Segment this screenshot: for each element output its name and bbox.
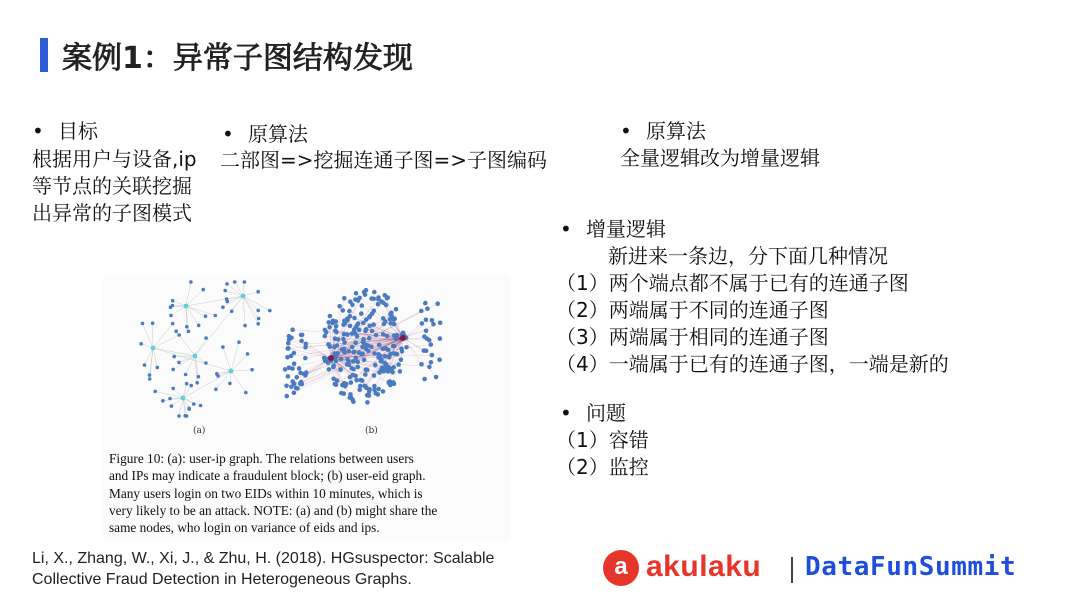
graph-node: [376, 295, 381, 300]
graph-node: [352, 327, 357, 332]
graph-edge: [186, 282, 191, 306]
user-eid-graph: [283, 288, 443, 405]
incremental-item-2: （2）两端属于不同的连通子图: [556, 298, 829, 322]
graph-node: [334, 330, 339, 335]
problems-item-2: （2）监控: [556, 455, 649, 479]
graph-node: [331, 377, 336, 382]
graph-node: [424, 329, 429, 334]
graph-node: [438, 321, 443, 326]
graph-node: [362, 290, 367, 295]
graph-node: [347, 309, 352, 314]
graph-node: [233, 280, 237, 284]
graph-node: [391, 344, 396, 349]
figure-caption: [109, 450, 504, 536]
graph-node: [256, 290, 260, 294]
graph-node: [225, 297, 229, 301]
graph-node: [303, 356, 308, 361]
graph-node: [177, 361, 181, 365]
graph-edge: [231, 371, 246, 393]
graph-node: [371, 322, 376, 327]
graph-node: [376, 352, 381, 357]
graph-node: [298, 371, 303, 376]
graph-node: [367, 324, 372, 329]
graph-node: [215, 372, 219, 376]
graph-node: [438, 336, 443, 341]
logo-divider: [791, 557, 793, 583]
graph-edge: [195, 338, 206, 356]
graph-edge: [153, 335, 179, 348]
graph-node: [353, 297, 358, 302]
graph-node: [328, 314, 333, 319]
goal-line-1: 根据用户与设备,ip: [32, 147, 197, 171]
graph-node: [332, 345, 337, 350]
graph-edge: [289, 340, 331, 358]
graph-node: [171, 368, 175, 372]
graph-node: [300, 333, 305, 338]
graph-node: [327, 325, 332, 330]
graph-edge: [186, 306, 205, 316]
goal-line-3: 出异常的子图模式: [32, 201, 192, 225]
graph-edge: [153, 348, 157, 367]
graph-node: [221, 305, 225, 309]
algo-line-1: 二部图=>挖掘连通子图=>子图编码: [220, 148, 548, 172]
graph-node: [148, 373, 152, 377]
akulaku-logo-mark: a: [614, 553, 628, 580]
graph-node: [424, 318, 429, 323]
graph-node: [214, 314, 218, 318]
graph-node: [197, 324, 201, 328]
graph-node: [398, 369, 403, 374]
graph-edge: [171, 306, 186, 315]
reference-citation: [32, 548, 494, 590]
graph-node: [223, 289, 227, 293]
graph-node: [174, 329, 178, 333]
graph-node: [362, 341, 367, 346]
graph-node: [376, 392, 381, 397]
graph-node: [348, 395, 353, 400]
graph-node: [189, 384, 193, 388]
graph-node: [399, 358, 404, 363]
graph-edge: [195, 296, 243, 356]
algo2-heading: • 原算法: [620, 118, 706, 145]
graph-node: [420, 321, 425, 326]
graph-node: [285, 394, 290, 399]
reference-line-1: Li, X., Zhang, W., Xi, J., & Zhu, H. (2018). HGsuspector: Scalable: [32, 550, 495, 567]
graph-node: [356, 321, 361, 326]
graph-node: [292, 390, 297, 395]
graph-node: [156, 366, 160, 370]
graph-node: [400, 349, 405, 354]
graph-node: [169, 305, 173, 309]
graph-node: [363, 384, 368, 389]
caption-line-5: same nodes, who login on variance of eids and ips.: [109, 520, 380, 536]
graph-node: [435, 301, 440, 306]
incremental-intro: 新进来一条边，分下面几种情况: [608, 244, 888, 268]
graph-node: [338, 367, 343, 372]
graph-edge: [153, 348, 231, 371]
graph-node: [372, 373, 377, 378]
user-ip-graph: [139, 280, 271, 418]
graph-node: [195, 381, 199, 385]
graph-node: [388, 312, 393, 317]
graph-node: [367, 387, 372, 392]
graph-node: [214, 388, 218, 392]
caption-line-1: Figure 10: (a): user-ip graph. The relations between users: [109, 451, 414, 466]
graph-node: [151, 321, 155, 325]
graph-node: [323, 328, 328, 333]
graph-node: [348, 324, 353, 329]
graph-node: [168, 397, 172, 401]
graph-node: [331, 365, 336, 370]
graph-node: [292, 351, 297, 356]
graph-node: [199, 404, 203, 408]
graph-edge: [183, 398, 201, 405]
graph-edge: [153, 324, 173, 348]
graph-node: [392, 316, 397, 321]
graph-node: [385, 296, 390, 301]
graph-node: [172, 355, 176, 359]
graph-hub-node: [184, 304, 189, 309]
datafun-summit-logo: DataFunSummit: [805, 552, 1017, 582]
graph-node: [351, 359, 356, 364]
graph-node: [354, 378, 359, 383]
graph-node: [299, 380, 304, 385]
graph-edge: [243, 296, 259, 319]
graph-node: [201, 288, 205, 292]
graph-illustration: [103, 276, 510, 426]
graph-node: [243, 280, 247, 284]
graph-edge: [231, 370, 252, 371]
graph-node: [250, 368, 254, 372]
incremental-item-1: （1）两个端点都不属于已有的连通子图: [556, 271, 909, 295]
graph-node: [169, 314, 173, 318]
graph-node: [381, 301, 386, 306]
graph-node: [243, 324, 247, 328]
graph-node: [381, 389, 386, 394]
graph-node: [221, 345, 225, 349]
graph-edge: [186, 306, 215, 316]
graph-edge: [179, 398, 183, 416]
graph-node: [342, 340, 347, 345]
graph-node: [334, 359, 339, 364]
graph-node: [427, 365, 432, 370]
graph-node: [287, 365, 292, 370]
graph-node: [381, 347, 386, 352]
graph-node: [372, 290, 377, 295]
graph-node: [353, 374, 358, 379]
graph-node: [422, 377, 427, 382]
graph-node: [368, 314, 373, 319]
graph-hub-node: [181, 396, 186, 401]
graph-node: [429, 342, 434, 347]
graph-node: [141, 322, 145, 326]
graph-node: [171, 299, 175, 303]
graph-node: [354, 291, 359, 296]
graph-node: [394, 352, 399, 357]
graph-node: [364, 327, 369, 332]
graph-node: [294, 386, 299, 391]
graph-node: [330, 321, 335, 326]
graph-node: [355, 360, 360, 365]
graph-node: [367, 336, 372, 341]
graph-hub-node: [193, 354, 198, 359]
graph-node: [425, 306, 430, 311]
graph-node: [372, 388, 377, 393]
graph-node: [334, 382, 339, 387]
graph-node: [365, 400, 370, 405]
graph-node: [372, 351, 377, 356]
graph-node: [404, 345, 409, 350]
graph-node: [345, 317, 350, 322]
graph-node: [345, 357, 350, 362]
graph-node: [366, 343, 371, 348]
graph-node: [290, 327, 295, 332]
graph-node: [171, 322, 175, 326]
graph-node: [434, 375, 439, 380]
graph-node: [299, 339, 304, 344]
graph-node: [228, 382, 232, 386]
graph-node: [396, 362, 401, 367]
graph-node: [429, 360, 434, 365]
graph-node: [303, 373, 308, 378]
graph-node: [358, 384, 363, 389]
graph-node: [437, 357, 442, 362]
graph-node: [350, 303, 355, 308]
graph-node: [351, 350, 356, 355]
graph-node: [361, 337, 366, 342]
graph-node: [197, 375, 201, 379]
graph-hub-node: [241, 294, 246, 299]
graph-node: [350, 345, 355, 350]
graph-node: [388, 383, 393, 388]
graph-node: [422, 348, 427, 353]
graph-node: [382, 322, 387, 327]
graph-edge: [179, 356, 195, 362]
graph-node: [334, 324, 339, 329]
graph-node: [430, 353, 435, 358]
problems-item-1: （1）容错: [556, 428, 649, 452]
graph-node: [381, 316, 386, 321]
akulaku-logo-icon: [603, 550, 639, 586]
graph-node: [359, 311, 364, 316]
graph-node: [292, 361, 297, 366]
graph-node: [204, 361, 208, 365]
goal-heading: • 目标: [32, 118, 98, 145]
caption-line-4: very likely to be an attack. NOTE: (a) and (b) might share the: [109, 502, 438, 518]
graph-node: [419, 309, 424, 314]
graph-node: [284, 384, 289, 389]
graph-node: [349, 366, 354, 371]
graph-node: [347, 349, 352, 354]
graph-hub-node: [328, 355, 334, 361]
slide-title: 案例1：异常子图结构发现: [62, 41, 413, 76]
caption-line-2: and IPs may indicate a fraudulent block; (b) user-eid graph.: [109, 468, 426, 484]
graph-node: [357, 328, 362, 333]
graph-edge: [195, 356, 197, 383]
graph-node: [380, 366, 385, 371]
graph-node: [353, 340, 358, 345]
graph-node: [364, 367, 369, 372]
graph-node: [323, 334, 328, 339]
graph-node: [286, 374, 291, 379]
graph-node: [184, 373, 188, 377]
graph-node: [363, 372, 368, 377]
algo-heading: • 原算法: [222, 121, 308, 148]
graph-node: [373, 363, 378, 368]
graph-node: [383, 354, 388, 359]
graph-node: [385, 334, 390, 339]
graph-node: [139, 342, 143, 346]
graph-node: [342, 350, 347, 355]
graph-node: [246, 352, 250, 356]
graph-edge: [403, 338, 422, 364]
graph-node: [357, 350, 362, 355]
graph-node: [390, 370, 395, 375]
graph-node: [268, 309, 272, 313]
graph-node: [376, 302, 381, 307]
graph-node: [430, 318, 435, 323]
graph-node: [183, 414, 187, 418]
graph-edge: [186, 306, 199, 325]
title-accent-bar: [40, 38, 48, 72]
graph-node: [204, 336, 208, 340]
graph-edge: [174, 356, 195, 357]
graph-node: [285, 355, 290, 360]
graph-node: [359, 378, 364, 383]
graph-node: [189, 280, 193, 284]
graph-node: [360, 303, 365, 308]
graph-node: [339, 357, 344, 362]
algo2-line-1: 全量逻辑改为增量逻辑: [620, 146, 820, 170]
graph-node: [326, 342, 331, 347]
graph-node: [257, 317, 261, 321]
graph-node: [177, 333, 181, 337]
graph-node: [374, 333, 379, 338]
graph-edge: [143, 323, 153, 348]
graph-hub-node: [229, 369, 234, 374]
graph-node: [339, 391, 344, 396]
paper-figure: [103, 276, 510, 540]
incremental-heading: • 增量逻辑: [560, 216, 666, 243]
graph-node: [357, 296, 362, 301]
problems-heading: • 问题: [560, 400, 626, 427]
graph-node: [425, 336, 430, 341]
graph-node: [185, 382, 189, 386]
graph-hub-node: [400, 335, 406, 341]
figure-label-b: (b): [365, 426, 378, 436]
graph-node: [351, 399, 356, 404]
graph-node: [369, 296, 374, 301]
graph-node: [361, 321, 366, 326]
graph-node: [170, 404, 174, 408]
graph-node: [297, 366, 302, 371]
graph-node: [342, 332, 347, 337]
graph-node: [237, 340, 241, 344]
graph-node: [333, 351, 338, 356]
graph-node: [376, 387, 381, 392]
graph-node: [366, 349, 371, 354]
graph-node: [153, 390, 157, 394]
graph-node: [389, 321, 394, 326]
graph-node: [225, 282, 229, 286]
graph-node: [192, 402, 196, 406]
incremental-item-3: （3）两端属于相同的连通子图: [556, 325, 829, 349]
graph-node: [326, 320, 331, 325]
graph-node: [395, 333, 400, 338]
graph-node: [161, 399, 165, 403]
incremental-item-4: （4）一端属于已有的连通子图，一端是新的: [556, 352, 949, 376]
graph-node: [327, 367, 332, 372]
graph-node: [295, 375, 300, 380]
graph-node: [362, 358, 367, 363]
graph-node: [286, 346, 291, 351]
graph-node: [419, 362, 424, 367]
graph-node: [289, 385, 294, 390]
reference-line-2: Collective Fraud Detection in Heterogeneous Graphs.: [32, 571, 412, 588]
graph-edge: [227, 284, 243, 296]
graph-edge: [223, 347, 231, 371]
graph-node: [342, 296, 347, 301]
graph-node: [370, 329, 375, 334]
graph-node: [143, 363, 147, 367]
graph-node: [377, 343, 382, 348]
akulaku-logo-text: akulaku: [646, 550, 762, 583]
graph-node: [333, 337, 338, 342]
graph-node: [185, 325, 189, 329]
graph-node: [256, 322, 260, 326]
graph-node: [423, 301, 428, 306]
graph-node: [356, 365, 361, 370]
graph-node: [349, 380, 354, 385]
caption-line-3: Many users login on two EIDs within 10 minutes, which is: [109, 485, 423, 501]
goal-line-2: 等节点的关联挖掘: [32, 174, 192, 198]
graph-edge: [243, 296, 245, 326]
graph-node: [303, 345, 308, 350]
graph-node: [171, 387, 175, 391]
graph-node: [365, 393, 370, 398]
graph-edge: [153, 348, 195, 356]
graph-node: [379, 359, 384, 364]
graph-node: [391, 365, 396, 370]
graph-node: [394, 307, 399, 312]
graph-node: [187, 407, 191, 411]
graph-node: [341, 308, 346, 313]
graph-node: [289, 336, 294, 341]
graph-node: [177, 414, 181, 418]
graph-node: [148, 377, 152, 381]
graph-node: [244, 391, 248, 395]
figure-label-a: (a): [193, 426, 206, 436]
graph-node: [352, 316, 357, 321]
graph-node: [337, 304, 342, 309]
graph-node: [230, 310, 234, 314]
graph-node: [342, 381, 347, 386]
graph-node: [204, 314, 208, 318]
graph-node: [187, 330, 191, 334]
graph-node: [256, 309, 260, 313]
graph-hub-node: [151, 346, 156, 351]
